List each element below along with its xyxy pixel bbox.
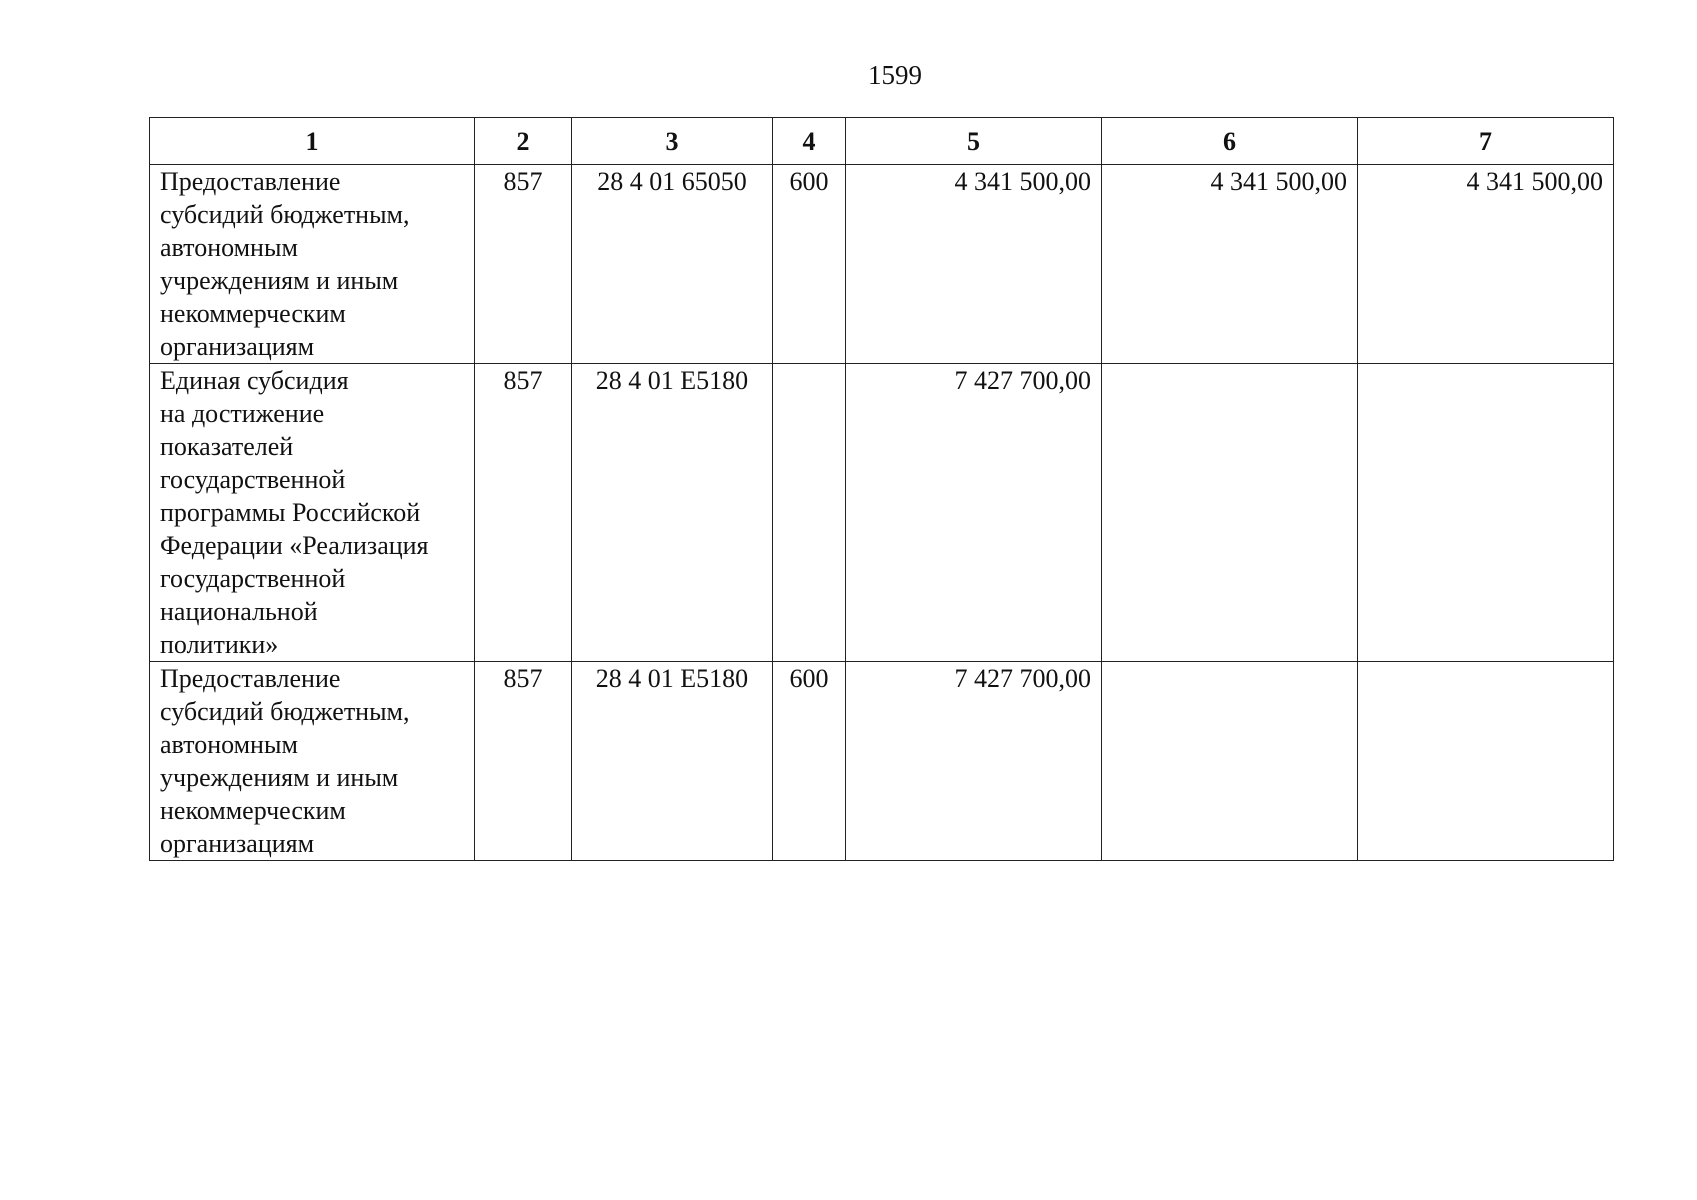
cell-sum-year-2 xyxy=(1102,364,1358,662)
item-name-line: некоммерческим xyxy=(160,299,346,328)
cell-grbs-code: 857 xyxy=(475,165,572,364)
cell-sum-year-2: 4 341 500,00 xyxy=(1102,165,1358,364)
cell-sum-year-2 xyxy=(1102,662,1358,861)
cell-item-name xyxy=(150,165,475,364)
cell-item-name xyxy=(150,662,475,861)
item-name-line: Единая субсидия xyxy=(160,366,349,395)
cell-sum-year-1: 7 427 700,00 xyxy=(846,364,1102,662)
cell-grbs-code: 857 xyxy=(475,662,572,861)
item-name-line: некоммерческим xyxy=(160,796,346,825)
item-name-line: автономным xyxy=(160,233,298,262)
cell-sum-year-1: 4 341 500,00 xyxy=(846,165,1102,364)
item-name-line: Предоставление xyxy=(160,664,341,693)
item-name-line: государственной xyxy=(160,564,346,593)
table-body xyxy=(150,165,1614,861)
item-name-line: Предоставление xyxy=(160,167,341,196)
page-number: 1599 xyxy=(868,60,922,90)
item-name-line: организациям xyxy=(160,332,315,361)
item-name-line: автономным xyxy=(160,730,298,759)
item-name-line: программы Российской xyxy=(160,498,421,527)
item-name-line: национальной xyxy=(160,597,318,626)
cell-grbs-code: 857 xyxy=(475,364,572,662)
cell-expense-type: 600 xyxy=(773,165,846,364)
table-row xyxy=(150,662,1614,861)
item-name-line: на достижение xyxy=(160,399,325,428)
item-name-line: показателей xyxy=(160,432,294,461)
cell-expense-type: 600 xyxy=(773,662,846,861)
cell-expense-type xyxy=(773,364,846,662)
cell-item-name xyxy=(150,364,475,662)
budget-table xyxy=(149,117,1614,861)
column-header: 5 xyxy=(846,118,1102,165)
cell-target-article: 28 4 01 Е5180 xyxy=(572,662,773,861)
cell-sum-year-3 xyxy=(1358,662,1614,861)
column-header: 3 xyxy=(572,118,773,165)
item-name-line: учреждениям и иным xyxy=(160,266,399,295)
column-header: 1 xyxy=(150,118,475,165)
cell-sum-year-3 xyxy=(1358,364,1614,662)
column-header: 4 xyxy=(773,118,846,165)
table-row xyxy=(150,165,1614,364)
table-row xyxy=(150,364,1614,662)
item-name-line: политики» xyxy=(160,630,279,659)
cell-target-article: 28 4 01 Е5180 xyxy=(572,364,773,662)
item-name-line: учреждениям и иным xyxy=(160,763,399,792)
item-name-line: государственной xyxy=(160,465,346,494)
cell-target-article: 28 4 01 65050 xyxy=(572,165,773,364)
column-header: 7 xyxy=(1358,118,1614,165)
cell-sum-year-3: 4 341 500,00 xyxy=(1358,165,1614,364)
item-name-line: субсидий бюджетным, xyxy=(160,697,410,726)
table-header-row xyxy=(150,118,1614,165)
item-name-line: организациям xyxy=(160,829,315,858)
column-header: 2 xyxy=(475,118,572,165)
cell-sum-year-1: 7 427 700,00 xyxy=(846,662,1102,861)
item-name-line: Федерации «Реализация xyxy=(160,531,429,560)
column-header: 6 xyxy=(1102,118,1358,165)
item-name-line: субсидий бюджетным, xyxy=(160,200,410,229)
